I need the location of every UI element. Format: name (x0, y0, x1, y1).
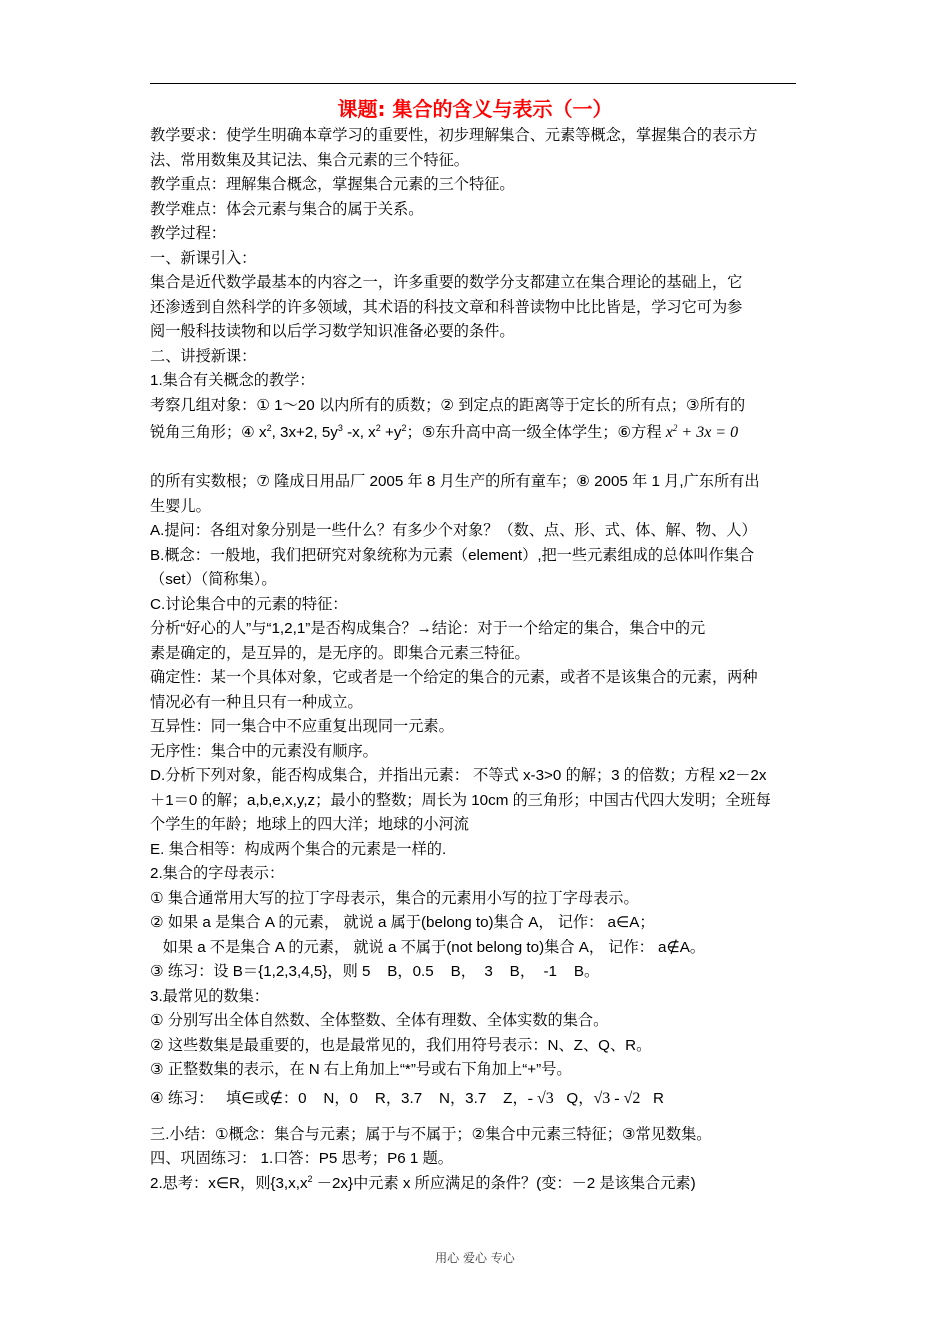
paragraph-line: ① 集合通常用大写的拉丁字母表示，集合的元素用小写的拉丁字母表示。 (150, 889, 639, 907)
paragraph-line: ② 如果 a 是集合 A 的元素， 就说 a 属于(belong to)集合 A， 记作： a∈A； (150, 914, 655, 931)
document-body (150, 124, 800, 1196)
paragraph-line: 教学过程： (150, 225, 226, 242)
paragraph-line: 生婴儿。 (150, 497, 211, 515)
objects-line: 锐角三角形；④ $x^2$, 3x+2, $5y^3$ -x, $x^2 +y^2$；⑤东升高中高一级全体学生；⑥方程 $x^2 + 3x = 0$ (150, 423, 739, 441)
paragraph-line: 还渗透到自然科学的许多领域，其术语的科技文章和科普读物中比比皆是，学习它可为参 (150, 298, 743, 316)
paragraph-line: 3.最常见的数集： (150, 987, 269, 1005)
paragraph-line: 互异性：同一集合中不应重复出现同一元素。 (150, 718, 454, 735)
page-footer: 用心 爱心 专心 (435, 1251, 515, 1265)
paragraph-line: 1.集合有关概念的教学： (150, 372, 315, 389)
paragraph-line: 法、常用数集及其记法、集合元素的三个特征。 (150, 151, 469, 169)
paragraph-line: 分析“好心的人”与“1,2,1”是否构成集合？→结论：对于一个给定的集合，集合中的元 (150, 620, 706, 637)
page-title: 课题: 集合的含义与表示（一） (337, 97, 613, 121)
paragraph-line: 确定性：某一个具体对象，它或者是一个给定的集合的元素，或者不是该集合的元素，两种 (150, 669, 758, 686)
paragraph-line: 教学要求：使学生明确本章学习的重要性，初步理解集合、元素等概念，掌握集合的表示方 (150, 127, 758, 144)
paragraph-line: D.分析下列对象，能否构成集合，并指出元素： 不等式 x-3>0 的解；3 的倍数；方程 x2－2x (150, 767, 767, 784)
paragraph-line: 情况必有一种且只有一种成立。 (150, 693, 363, 711)
paragraph-line: （set）（简称集）。 (150, 571, 277, 588)
paragraph-line: 三.小结：①概念：集合与元素；属于与不属于；②集合中元素三特征；③常见数集。 (150, 1125, 712, 1143)
paragraph-line: 2.集合的字母表示： (150, 865, 285, 882)
think-line: 2.思考：x∈R，则$\{3,x,x^2 -2x\}$中元素 x 所应满足的条件？(变：－2 是该集合元素) (150, 1173, 696, 1192)
header-rule (150, 83, 796, 84)
paragraph-line: 一、新课引入： (150, 249, 257, 267)
paragraph-line: E. 集合相等：构成两个集合的元素是一样的. (150, 840, 447, 858)
paragraph-line: 考察几组对象：① 1～20 以内所有的质数；② 到定点的距离等于定长的所有点；③所有的 (150, 396, 746, 414)
paragraph-line: ① 分别写出全体自然数、全体整数、全体有理数、全体实数的集合。 (150, 1012, 609, 1029)
paragraph-line: 二、讲授新课： (150, 347, 257, 365)
paragraph-line: 教学重点：理解集合概念，掌握集合元素的三个特征。 (150, 176, 515, 193)
paragraph-line: 无序性：集合中的元素没有顺序。 (150, 742, 378, 760)
paragraph-line: 个学生的年龄；地球上的四大洋；地球的小河流 (150, 816, 469, 833)
practice-line: ④ 练习： 填∈或∉：0 N，0 R，3.7 N，3.7 Z，- √3 Q，√3 - √2 R (150, 1089, 664, 1107)
paragraph-line: 四、巩固练习： 1.口答：P5 思考；P6 1 题。 (150, 1150, 453, 1167)
paragraph-line: ③ 正整数集的表示，在 N 右上角加上“*”号或右下角加上“+”号。 (150, 1061, 572, 1078)
minus-sqrt3: - √3 (527, 1089, 554, 1107)
paragraph-line: ③ 练习：设 B＝{1,2,3,4,5}，则 5 B，0.5 B， 3 B， -1 B。 (150, 963, 600, 980)
paragraph-line: 如果 a 不是集合 A 的元素， 就说 a 不属于(not belong to)集合 A， 记作： a∉A。 (150, 938, 706, 956)
equation: $x^2 + 3x = 0$ (665, 423, 739, 441)
paragraph-line: 的所有实数根；⑦ 隆成日用品厂 2005 年 8 月生产的所有童车；⑧ 2005 年 1 月,广东所有出 (150, 473, 760, 490)
sqrt3-minus-sqrt2: √3 - √2 (593, 1089, 641, 1107)
paragraph-line: C.讨论集合中的元素的特征： (150, 595, 348, 613)
paragraph-line: 阅一般科技读物和以后学习数学知识准备必要的条件。 (150, 323, 515, 340)
paragraph-line: 素是确定的，是互异的，是无序的。即集合元素三特征。 (150, 644, 530, 662)
paragraph-line: B.概念：一般地，我们把研究对象统称为元素（element）,把一些元素组成的总体叫作集合 (150, 546, 755, 564)
paragraph-line: 集合是近代数学最基本的内容之一，许多重要的数学分支都建立在集合理论的基础上，它 (150, 274, 743, 291)
paragraph-line: ＋1＝0 的解；a,b,e,x,y,z；最小的整数；周长为 10cm 的三角形；中国古代四大发明；全班每 (150, 791, 771, 809)
paragraph-line: 教学难点：体会元素与集合的属于关系。 (150, 200, 424, 218)
paragraph-line: A.提问：各组对象分别是一些什么？有多少个对象？（数、点、形、式、体、解、物、人） (150, 522, 757, 539)
paragraph-line: ② 这些数集是最重要的，也是最常见的，我们用符号表示：N、Z、Q、R。 (150, 1036, 652, 1054)
